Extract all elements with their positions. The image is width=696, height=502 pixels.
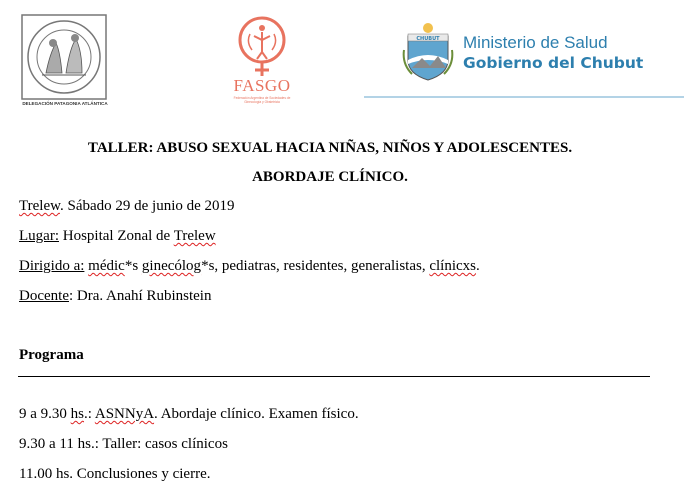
venue-label: Lugar: <box>19 228 59 244</box>
workshop-subtitle: ABORDAJE CLÍNICO. <box>252 169 408 185</box>
audience-label: Dirigido a: <box>19 258 85 274</box>
audience-line <box>19 258 480 275</box>
venue-city: Trelew <box>173 228 216 244</box>
program-item-hs: hs <box>70 406 85 422</box>
audience-ginecolog: ginecólog <box>141 258 202 274</box>
ministry-subtitle: Gobierno del Chubut <box>463 54 644 72</box>
program-item: 11.00 hs. Conclusiones y cierre. <box>19 466 211 482</box>
audience-medic: médic <box>88 258 125 274</box>
sociedad-ginecologia-logo <box>20 13 108 109</box>
audience-text-2: *s, pediatras, residentes, generalistas, <box>201 258 430 274</box>
program-title: Programa <box>19 347 84 363</box>
fasgo-name: FASGO <box>233 76 291 95</box>
teacher-line <box>19 288 211 305</box>
program-item-asnnya: ASNNyA <box>94 406 155 422</box>
date-place: Trelew <box>19 198 60 214</box>
program-item-time: 9 a 9.30 <box>19 406 71 422</box>
audience-text-3: . <box>475 258 480 274</box>
venue-line <box>19 228 216 245</box>
date-text: . Sábado 29 de junio de 2019 <box>59 198 235 214</box>
program-item-desc: . Abordaje clínico. Examen físico. <box>154 406 359 422</box>
header-divider <box>364 96 684 98</box>
workshop-title: TALLER: ABUSO SEXUAL HACIA NIÑAS, NIÑOS Y ADOLESCENTES. <box>87 140 573 156</box>
date-line <box>19 198 235 215</box>
shield-text: CHUBUT <box>416 36 440 42</box>
program-item-sep: .: <box>84 406 95 422</box>
ministry-title: Ministerio de Salud <box>463 33 608 52</box>
teacher-value: : Dra. Anahí Rubinstein <box>68 288 212 304</box>
audience-text-1: *s <box>124 258 142 274</box>
chubut-shield-icon <box>402 20 454 82</box>
program-item: 9.30 a 11 hs.: Taller: casos clínicos <box>19 436 228 452</box>
audience-clinicxs: clínicxs <box>429 258 476 274</box>
program-item <box>19 406 359 423</box>
fasgo-subtitle: Federación Argentina de Sociedades de Ginecología y Obstetricia <box>233 96 291 104</box>
teacher-label: Docente <box>19 288 69 304</box>
program-divider <box>18 376 650 377</box>
venue-value: Hospital Zonal de <box>58 228 174 244</box>
sag-caption: DELEGACIÓN PATAGONIA ATLÁNTICA <box>22 101 108 106</box>
